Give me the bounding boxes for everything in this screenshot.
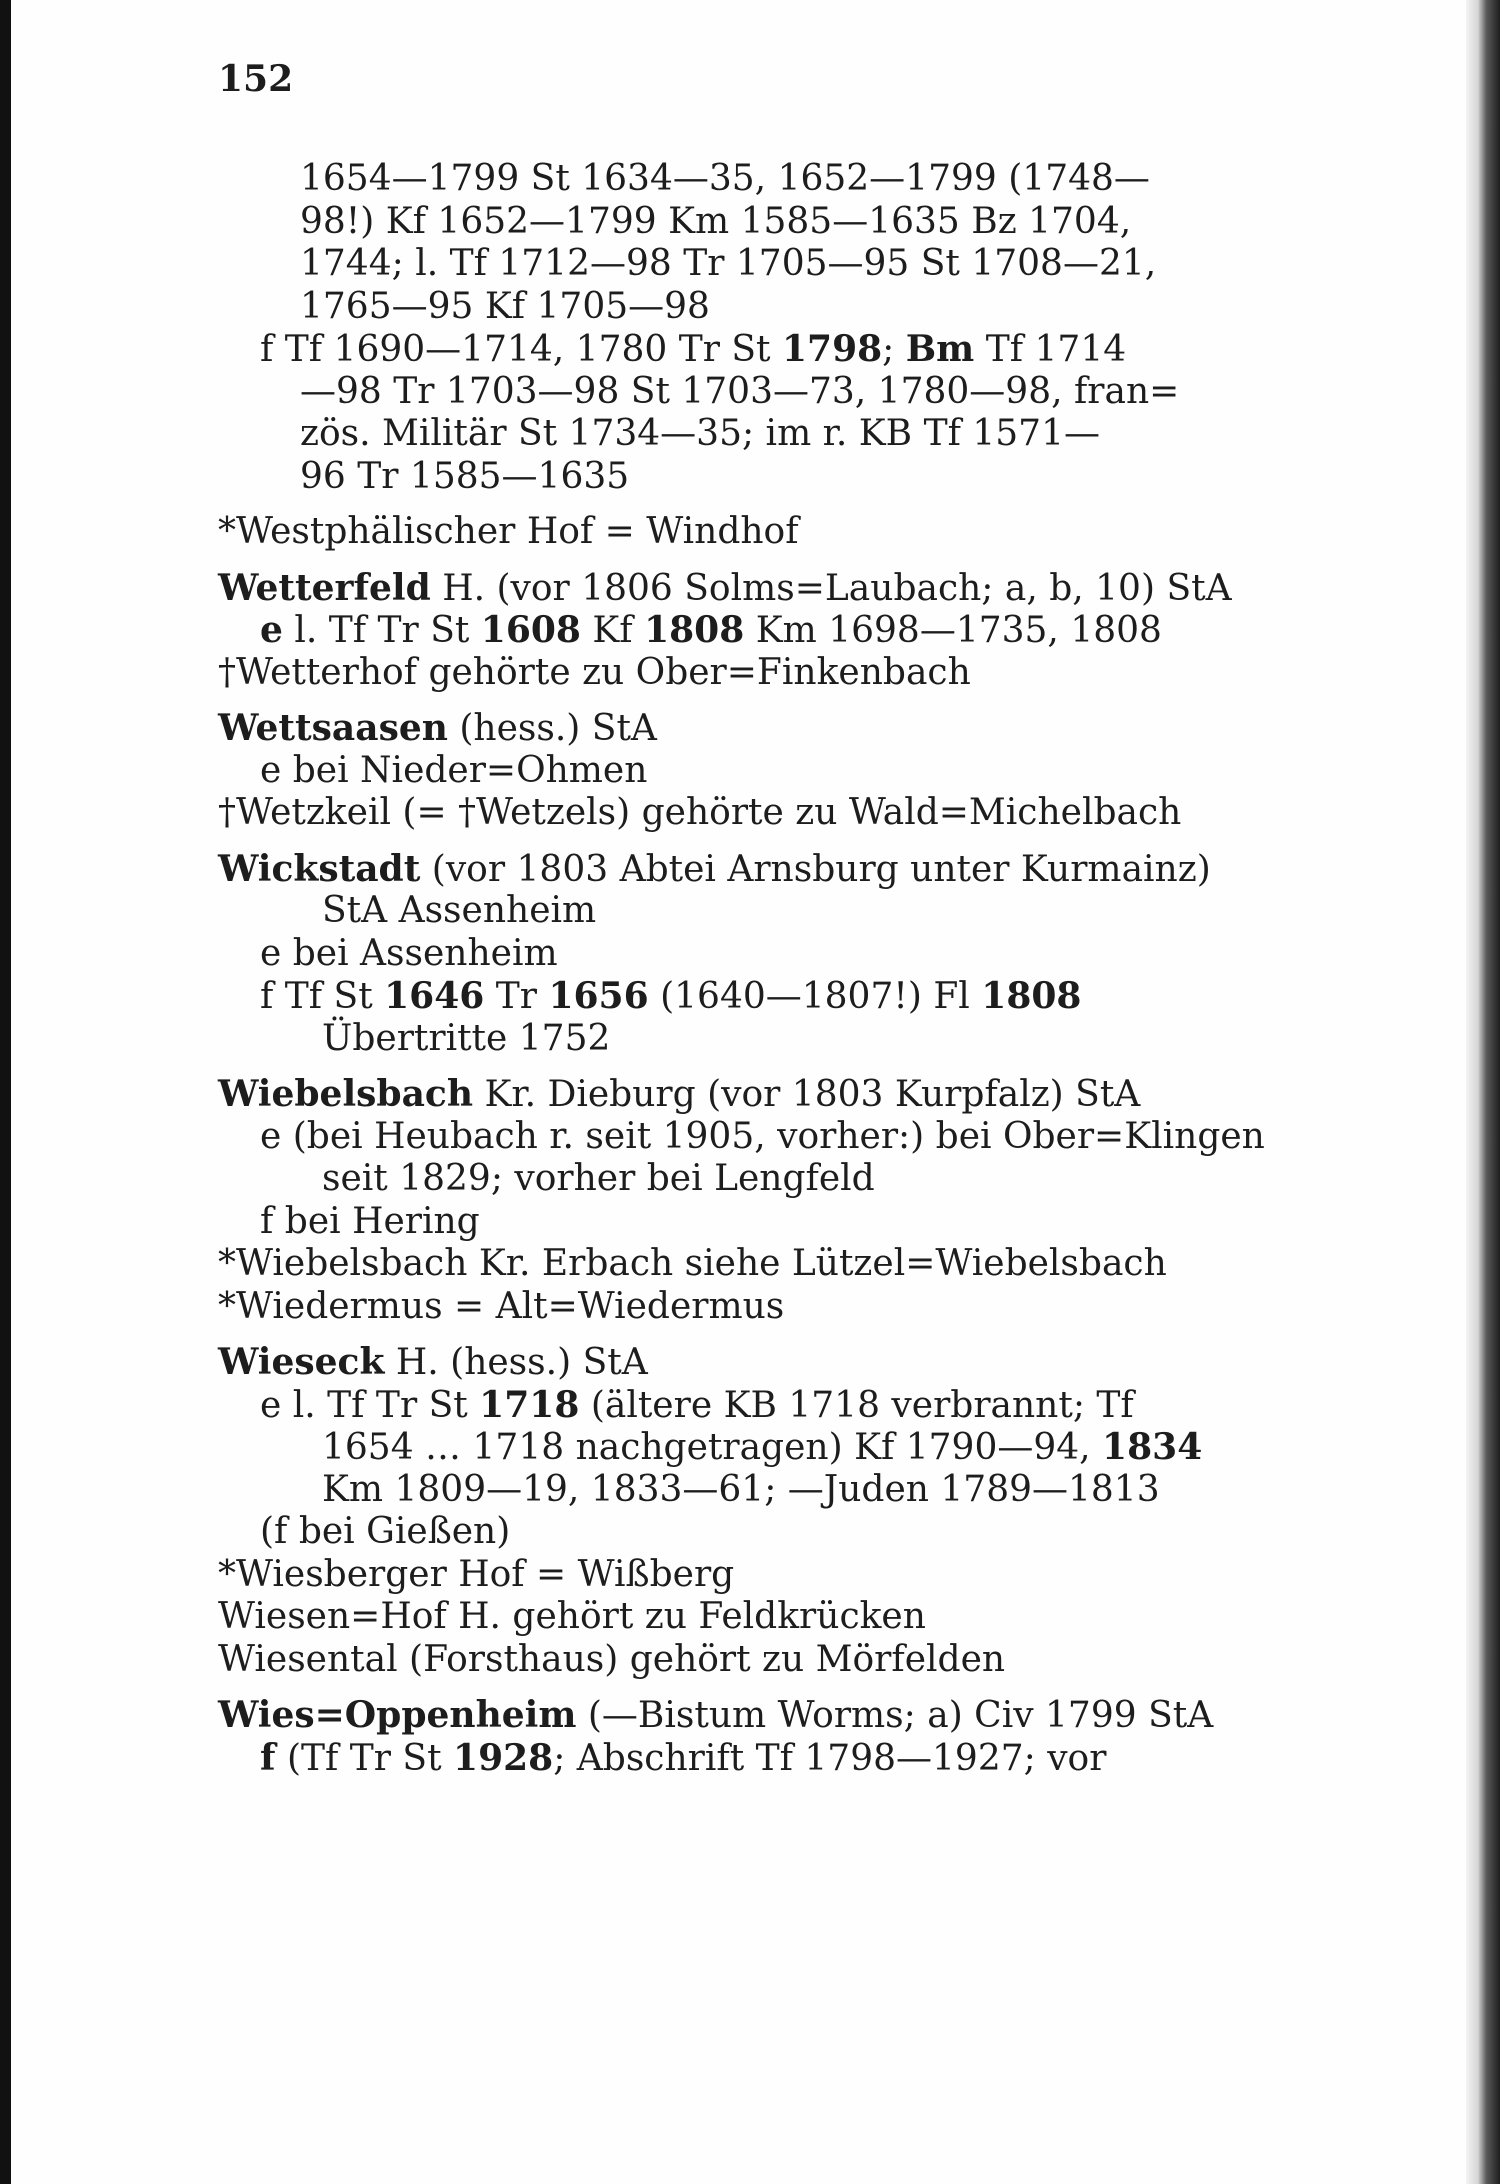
text-run: l. Tf Tr St (282, 610, 481, 651)
register-entry (218, 158, 1292, 498)
text-run: Wiesental (Forsthaus) gehört zu Mörfelden (218, 1638, 1006, 1680)
text-run: (ältere KB 1718 verbrannt; Tf (579, 1384, 1134, 1426)
text-run: *Wiedermus = Alt=Wiedermus (218, 1285, 785, 1327)
text-run: StA Assenheim (322, 890, 597, 931)
bold-text: Wickstadt (218, 847, 421, 890)
text-line (218, 1737, 1292, 1780)
text-line (218, 652, 1292, 695)
text-line (218, 1116, 1292, 1159)
entry-spacing (218, 694, 1292, 707)
text-line (218, 1158, 1292, 1201)
text-line (218, 933, 1292, 976)
bold-text: 1834 (1102, 1426, 1203, 1468)
register-text (218, 158, 1292, 1779)
text-run: *Westphälischer Hof = Windhof (218, 511, 799, 552)
bold-text: f (260, 1736, 276, 1779)
bold-text: 1808 (644, 609, 745, 651)
text-run: 1744; l. Tf 1712—98 Tr 1705—95 St 1708—21, (300, 243, 1157, 284)
bold-text: Wetterfeld (218, 566, 431, 609)
entry-spacing (218, 498, 1292, 511)
bold-text: Wettsaasen (218, 707, 448, 749)
text-line (218, 792, 1292, 835)
text-line (218, 158, 1292, 201)
text-line (218, 567, 1292, 610)
text-run: Kf (580, 610, 645, 651)
text-run: Km 1809—19, 1833—61; —Juden 1789—1813 (322, 1468, 1160, 1510)
text-run: ; Abschrift Tf 1798—1927; vor (553, 1737, 1107, 1779)
text-line (218, 1554, 1292, 1597)
text-run: (Tf Tr St (275, 1737, 454, 1779)
text-line (218, 1286, 1292, 1329)
text-run: Km 1698—1735, 1808 (744, 610, 1162, 651)
text-run: (vor 1803 Abtei Arnsburg unter Kurmainz) (420, 848, 1211, 890)
text-run: (—Bistum Worms; a) Civ 1799 StA (576, 1695, 1214, 1736)
text-line (218, 1426, 1292, 1469)
text-run: ; (882, 329, 906, 370)
register-entry (218, 848, 1292, 1061)
text-run: e l. Tf Tr St (260, 1384, 480, 1426)
text-line (218, 1469, 1292, 1512)
text-line (218, 328, 1292, 371)
text-run: 98!) Kf 1652—1799 Km 1585—1635 Bz 1704, (300, 200, 1132, 242)
register-entry (218, 707, 1292, 835)
text-run: e bei Assenheim (260, 932, 558, 974)
entry-spacing (218, 835, 1292, 848)
text-line (218, 848, 1292, 891)
text-run: f Tf 1690—1714, 1780 Tr St (260, 329, 782, 370)
register-entry (218, 1073, 1292, 1328)
text-run: 1654 … 1718 nachgetragen) Kf 1790—94, (322, 1427, 1103, 1468)
bold-text: 1656 (548, 975, 649, 1017)
text-run: seit 1829; vorher bei Lengfeld (322, 1158, 875, 1199)
page-number: 152 (218, 58, 294, 100)
entry-spacing (218, 1060, 1292, 1073)
bold-text: Wieseck (218, 1341, 385, 1383)
text-run: zös. Militär St 1734—35; im r. KB Tf 1571— (300, 413, 1100, 454)
text-run: 1654—1799 St 1634—35, 1652—1799 (1748— (300, 158, 1150, 199)
text-line (218, 890, 1292, 933)
bold-text: 1928 (453, 1736, 554, 1779)
text-run: †Wetterhof gehörte zu Ober=Finkenbach (218, 651, 971, 693)
bold-text: 1798 (781, 328, 883, 370)
register-entry (218, 1341, 1292, 1681)
register-entry (218, 567, 1292, 695)
text-line (218, 286, 1292, 329)
text-run: (1640—1807!) Fl (648, 976, 982, 1017)
text-line (218, 1384, 1292, 1427)
text-line (218, 1639, 1292, 1682)
text-line (218, 975, 1292, 1018)
text-run: e bei Nieder=Ohmen (260, 749, 648, 791)
bold-text: 1808 (981, 975, 1082, 1017)
text-run: 96 Tr 1585—1635 (300, 455, 630, 497)
entry-spacing (218, 554, 1292, 567)
bold-text: Bm (905, 328, 975, 370)
text-line (218, 1201, 1292, 1244)
text-line (218, 1694, 1292, 1737)
text-run: (f bei Gießen) (260, 1511, 511, 1552)
right-page-edge-shadow (1466, 0, 1500, 2184)
bold-text: e (260, 609, 283, 651)
bold-text: Wies=Oppenheim (218, 1694, 577, 1736)
text-run: *Wiebelsbach Kr. Erbach siehe Lützel=Wiebelsbach (218, 1243, 1167, 1284)
text-run: f Tf St (260, 976, 385, 1017)
text-run: †Wetzkeil (= †Wetzels) gehörte zu Wald=Michelbach (218, 792, 1182, 833)
text-line (218, 371, 1292, 414)
bold-text: 1646 (384, 975, 485, 1017)
text-line (218, 1596, 1292, 1639)
bold-text: Wiebelsbach (218, 1073, 473, 1115)
entry-spacing (218, 1328, 1292, 1341)
text-line (218, 456, 1292, 499)
text-line (218, 707, 1292, 750)
left-page-edge (0, 0, 11, 2184)
text-run: f bei Hering (260, 1200, 480, 1242)
bold-text: 1608 (480, 609, 581, 651)
bold-text: 1718 (479, 1383, 580, 1426)
text-run: *Wiesberger Hof = Wißberg (218, 1553, 735, 1595)
text-line (218, 413, 1292, 456)
text-line (218, 1341, 1292, 1384)
register-entry (218, 511, 1292, 554)
text-run: e (bei Heubach r. seit 1905, vorher:) bei Ober=Klingen (260, 1115, 1265, 1157)
register-entry (218, 1694, 1292, 1779)
text-run: Kr. Dieburg (vor 1803 Kurpfalz) StA (473, 1074, 1141, 1115)
text-line (218, 1243, 1292, 1286)
text-line (218, 750, 1292, 793)
text-run: Tr (484, 976, 549, 1017)
text-line (218, 1073, 1292, 1116)
entry-spacing (218, 1681, 1292, 1694)
text-line (218, 609, 1292, 652)
text-run: —98 Tr 1703—98 St 1703—73, 1780—98, fran= (300, 370, 1180, 412)
text-line (218, 1018, 1292, 1061)
text-run: Übertritte 1752 (322, 1017, 611, 1059)
text-line (218, 201, 1292, 244)
text-run: Wiesen=Hof H. gehört zu Feldkrücken (218, 1596, 926, 1637)
text-run: H. (hess.) StA (384, 1342, 648, 1383)
text-run: (hess.) StA (447, 708, 657, 749)
text-line (218, 511, 1292, 554)
text-line (218, 243, 1292, 286)
text-run: 1765—95 Kf 1705—98 (300, 285, 710, 327)
text-line (218, 1511, 1292, 1554)
text-run: H. (vor 1806 Solms=Laubach; a, b, 10) StA (430, 567, 1232, 609)
text-run: Tf 1714 (974, 329, 1127, 370)
